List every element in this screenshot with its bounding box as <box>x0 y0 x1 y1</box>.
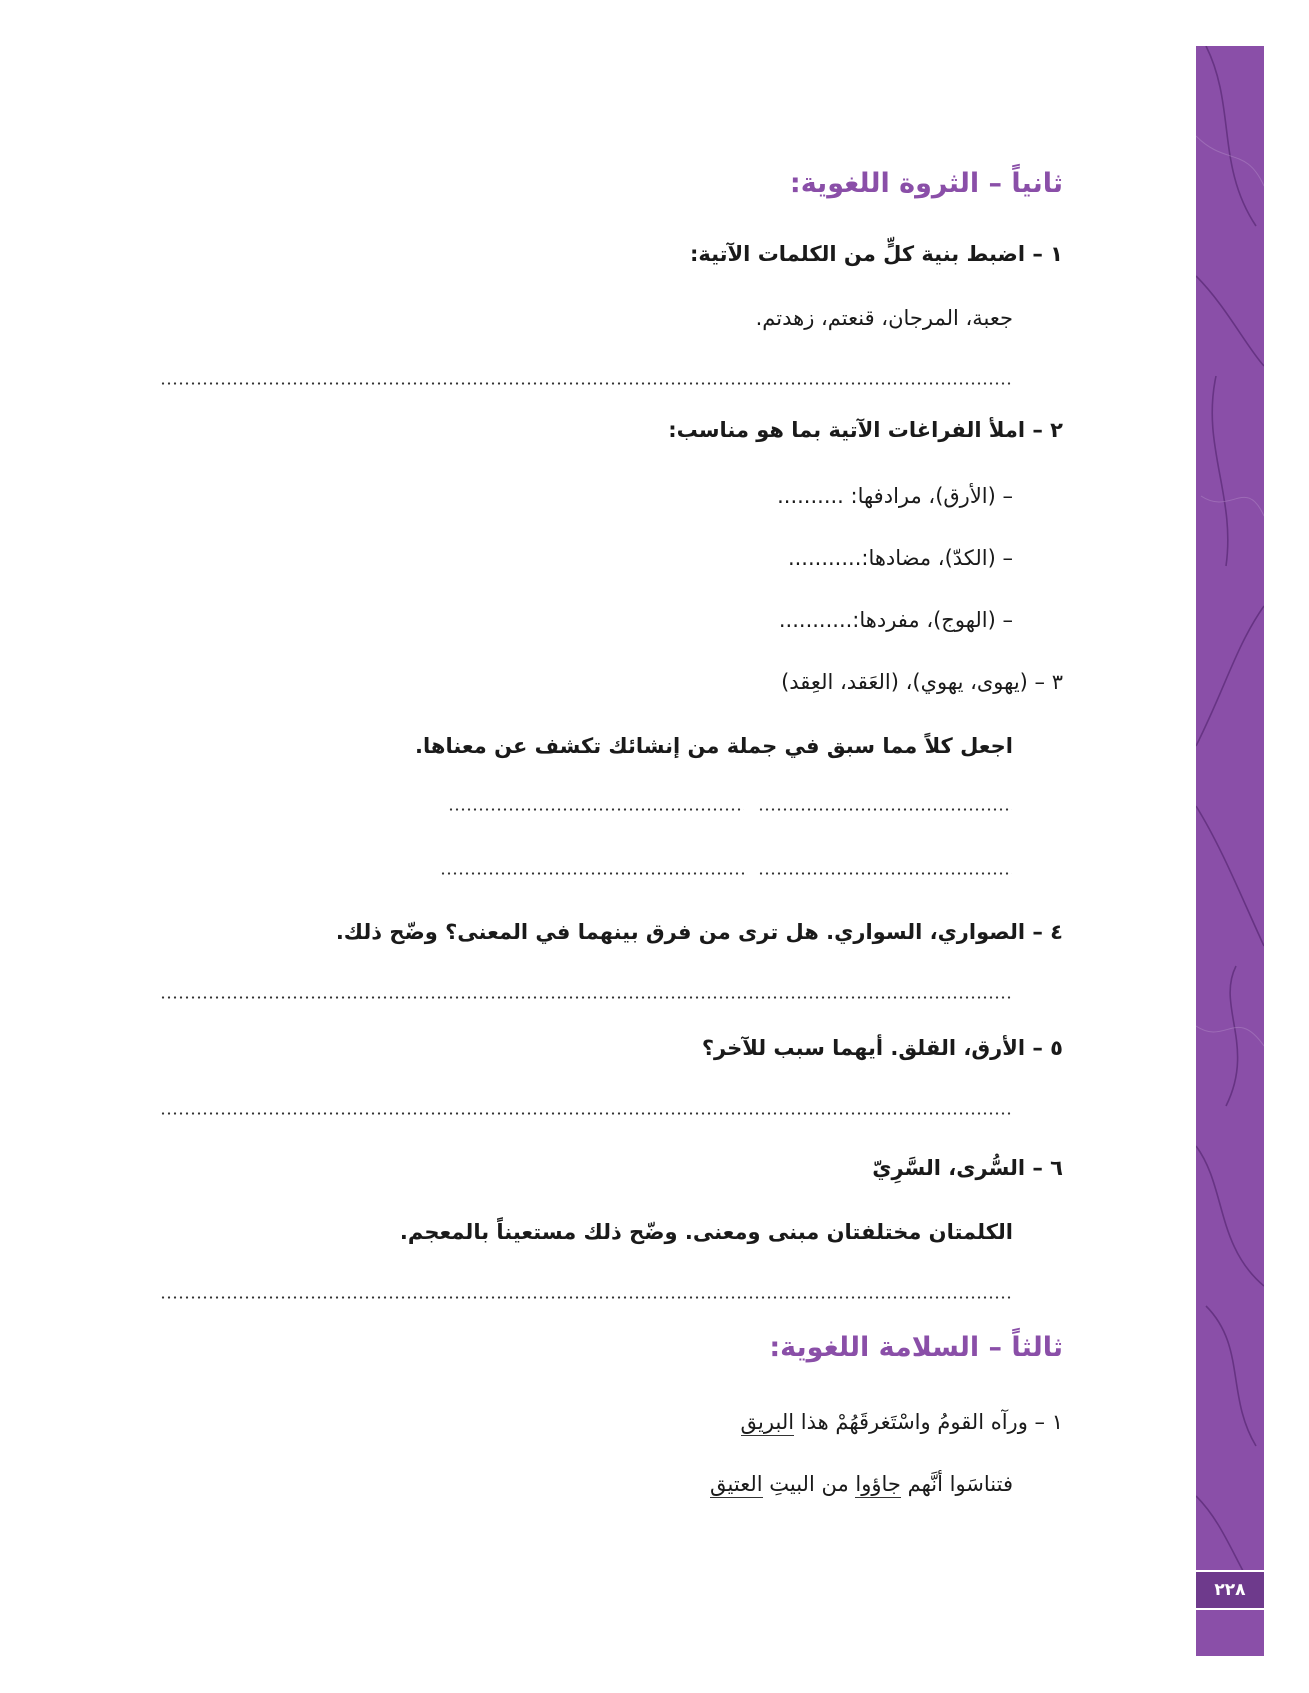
verse2-text-b: من <box>821 1472 849 1496</box>
underlined-word-albareeq: البريق <box>740 1410 795 1434</box>
q2-item-1: – (الأرق)، مرادفها: .......... <box>777 484 1013 508</box>
verse-line-2 <box>710 1472 1013 1496</box>
verse1-text: ورآه القومُ واسْتَغرقَهُمْ هذا <box>800 1410 1028 1434</box>
q6-instruction: الكلمتان مختلفتان مبنى ومعنى. وضّح ذلك مستعيناً بالمعجم. <box>399 1220 1013 1244</box>
answer-line-q3-1a <box>758 808 1012 811</box>
page-number: ٢٢٨ <box>1196 1570 1264 1610</box>
answer-line-q3-2a <box>758 872 1012 875</box>
q1-words: جعبة، المرجان، قنعتم، زهدتم. <box>755 306 1013 330</box>
answer-line-q3-1b <box>448 808 744 811</box>
q2-item-2: – (الكدّ)، مضادها:........... <box>787 546 1013 570</box>
answer-line-q1 <box>160 382 1012 385</box>
answer-line-q3-2b <box>440 872 744 875</box>
answer-line-q4 <box>160 996 1012 999</box>
answer-line-q5 <box>160 1112 1012 1115</box>
verse-number: ١ – <box>1034 1410 1063 1434</box>
verse2-text-c: البيتِ <box>769 1472 815 1496</box>
underlined-word-jaau: جاؤوا <box>855 1472 901 1496</box>
q2-label: ٢ – املأ الفراغات الآتية بما هو مناسب: <box>668 418 1063 442</box>
section2-heading: ثانياً – الثروة اللغوية: <box>789 168 1063 199</box>
q4-label: ٤ – الصواري، السواري. هل ترى من فرق بينهما في المعنى؟ وضّح ذلك. <box>335 920 1063 944</box>
underlined-word-alateeq: العتيق <box>710 1472 763 1496</box>
q3-label: ٣ – (يهوى، يهوي)، (العَقد، العِقد) <box>781 670 1063 694</box>
answer-line-q6 <box>160 1296 1012 1299</box>
verse2-text-a: فتناسَوا أنَّهم <box>907 1472 1013 1496</box>
q3-instruction: اجعل كلاً مما سبق في جملة من إنشائك تكشف عن معناها. <box>415 734 1013 758</box>
q1-label: ١ – اضبط بنية كلٍّ من الكلمات الآتية: <box>689 242 1063 266</box>
side-decorative-band <box>1196 46 1264 1656</box>
band-texture <box>1196 46 1264 1656</box>
q6-label: ٦ – السُّرى، السَّرِيّ <box>872 1156 1063 1180</box>
q5-label: ٥ – الأرق، القلق. أيهما سبب للآخر؟ <box>701 1036 1063 1060</box>
q2-item-3: – (الهوج)، مفردها:........... <box>778 608 1013 632</box>
section3-heading: ثالثاً – السلامة اللغوية: <box>769 1332 1063 1363</box>
verse-line-1 <box>741 1410 1063 1434</box>
